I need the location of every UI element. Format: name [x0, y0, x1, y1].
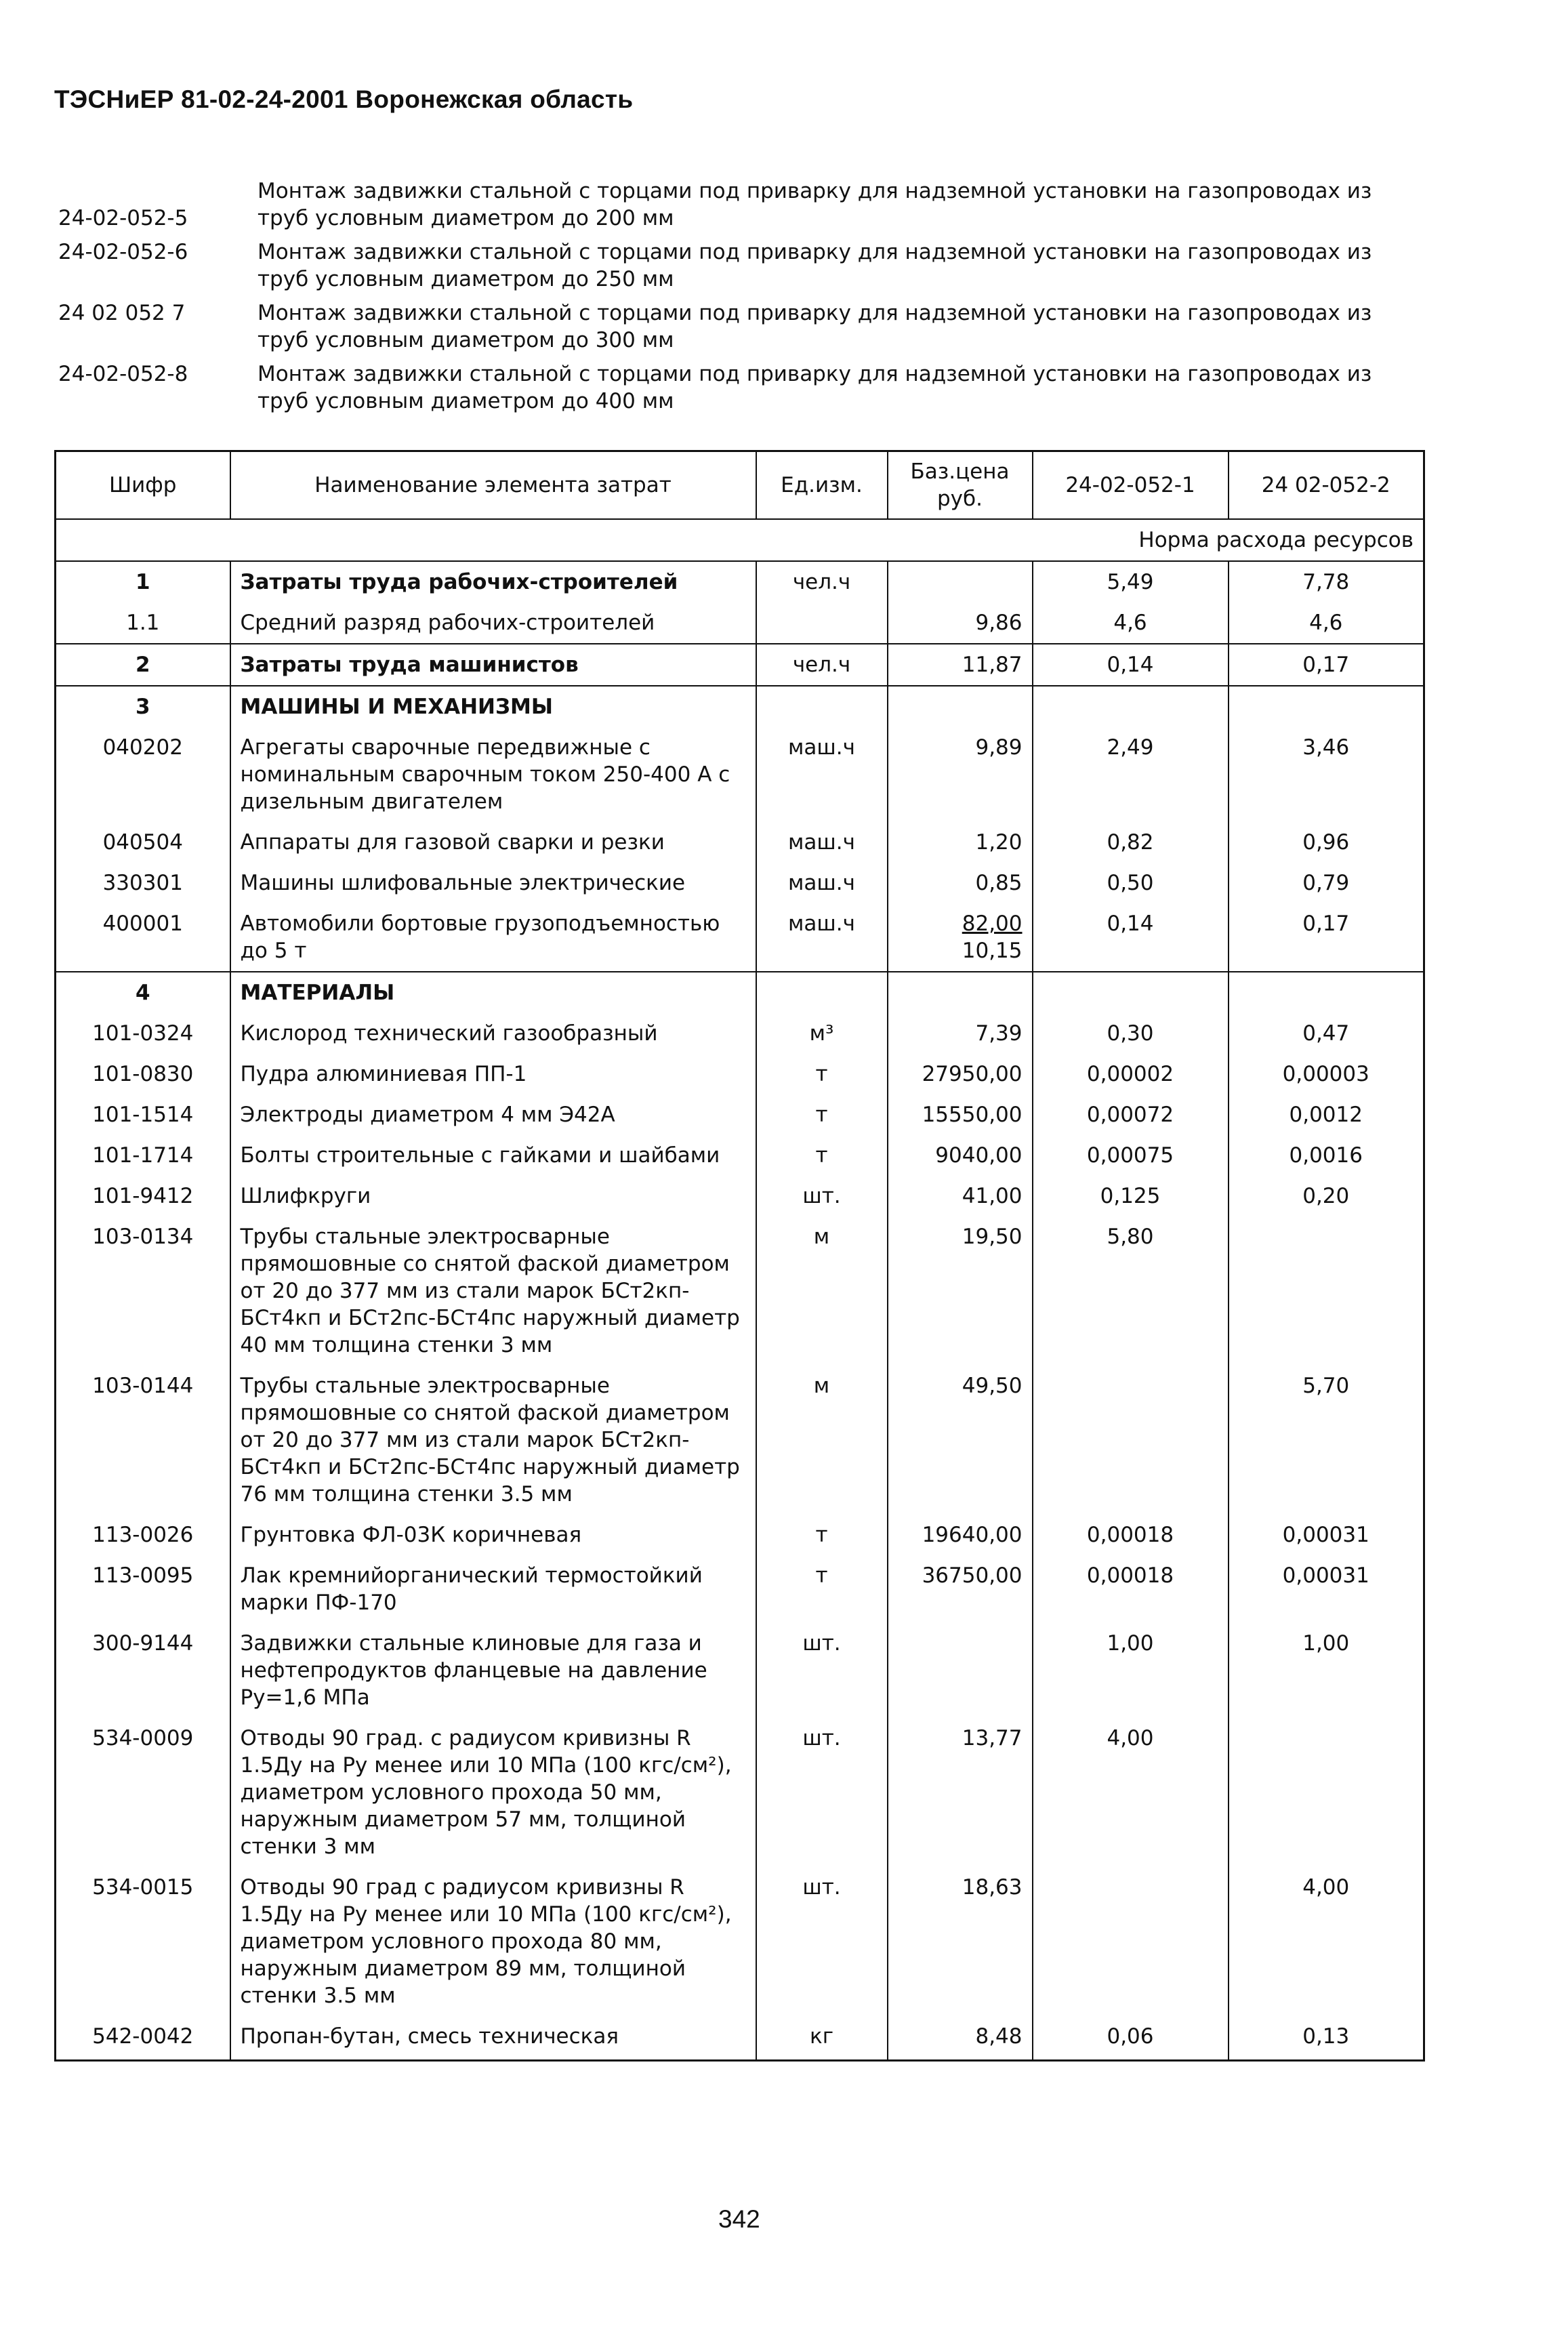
- cell-name: Агрегаты сварочные передвижные с номинальным сварочным током 250-400 А с дизельным двигателем: [230, 727, 756, 822]
- cell-code: 101-1514: [56, 1094, 230, 1135]
- cell-name: Пропан-бутан, смесь техническая: [230, 2016, 756, 2061]
- cell-code: 534-0015: [56, 1867, 230, 2016]
- cell-norm-b: [1229, 686, 1424, 727]
- cell-code: 4: [56, 972, 230, 1013]
- cell-norm-a: 0,14: [1033, 644, 1229, 686]
- intro-description: Монтаж задвижки стальной с торцами под приварку для надземной установки на газопроводах из труб условным диаметром до 250 мм: [257, 240, 1372, 291]
- table-row: [56, 2016, 1424, 2061]
- cell-price: 19,50: [888, 1216, 1033, 1366]
- intro-code-text: 24-02-052-6: [58, 240, 188, 264]
- cell-name: Шлифкруги: [230, 1176, 756, 1216]
- cell-norm-b: 0,79: [1229, 863, 1424, 903]
- cell-norm-a: 0,82: [1033, 822, 1229, 863]
- cell-price: [888, 1623, 1033, 1718]
- table-row: [56, 1135, 1424, 1176]
- cell-code: 1.1: [56, 602, 230, 644]
- table-row: [56, 1515, 1424, 1555]
- cell-norm-a: 0,00018: [1033, 1555, 1229, 1623]
- cell-norm-a: 0,00072: [1033, 1094, 1229, 1135]
- cell-norm-b: 4,00: [1229, 1867, 1424, 2016]
- cell-norm-b: 0,47: [1229, 1013, 1424, 1054]
- cell-price: 1,20: [888, 822, 1033, 863]
- table-row: [56, 863, 1424, 903]
- intro-item: [58, 361, 1414, 415]
- table-row: [56, 822, 1424, 863]
- cell-code: 330301: [56, 863, 230, 903]
- cell-price: 19640,00: [888, 1515, 1033, 1555]
- cell-code: 113-0026: [56, 1515, 230, 1555]
- cell-unit: т: [756, 1094, 888, 1135]
- price-value-secondary: 10,15: [962, 939, 1023, 963]
- cell-norm-b: 0,13: [1229, 2016, 1424, 2061]
- cell-price: 18,63: [888, 1867, 1033, 2016]
- norm-band-label: Норма расхода ресурсов: [56, 519, 1424, 561]
- cell-unit: чел.ч: [756, 644, 888, 686]
- cell-unit: м: [756, 1216, 888, 1366]
- cell-price: [888, 972, 1033, 1013]
- cell-norm-b: 7,78: [1229, 561, 1424, 602]
- cell-unit: т: [756, 1555, 888, 1623]
- header-col-a: 24-02-052-1: [1033, 451, 1229, 520]
- cell-unit: т: [756, 1515, 888, 1555]
- header-col-b: 24 02-052-2: [1229, 451, 1424, 520]
- intro-list: [58, 178, 1414, 422]
- cell-name: Отводы 90 град с радиусом кривизны R 1.5Ду на Ру менее или 10 МПа (100 кгс/см²), диаметром условного прохода 80 мм, наружным диаметром 89 мм, толщиной стенки 3.5 мм: [230, 1867, 756, 2016]
- table-row: [56, 903, 1424, 972]
- cell-code: 3: [56, 686, 230, 727]
- intro-description: Монтаж задвижки стальной с торцами под приварку для надземной установки на газопроводах из труб условным диаметром до 400 мм: [257, 362, 1372, 413]
- cell-code: 103-0144: [56, 1366, 230, 1515]
- cell-name: Лак кремнийорганический термостойкий марки ПФ-170: [230, 1555, 756, 1623]
- cell-name: Трубы стальные электросварные прямошовные со снятой фаской диаметром от 20 до 377 мм из стали марок БСт2кп-БСт4кп и БСт2пс-БСт4пс наружный диаметр 40 мм толщина стенки 3 мм: [230, 1216, 756, 1366]
- cell-unit: маш.ч: [756, 863, 888, 903]
- cell-norm-b: [1229, 972, 1424, 1013]
- cell-unit: т: [756, 1054, 888, 1094]
- cell-norm-b: 5,70: [1229, 1366, 1424, 1515]
- table-row: [56, 1623, 1424, 1718]
- cell-name: Машины шлифовальные электрические: [230, 863, 756, 903]
- table-row: [56, 1054, 1424, 1094]
- cell-price: 49,50: [888, 1366, 1033, 1515]
- cell-price: 41,00: [888, 1176, 1033, 1216]
- page-title: ТЭСНиЕР 81-02-24-2001 Воронежская область: [54, 85, 634, 113]
- intro-code: [58, 239, 257, 293]
- cell-norm-b: 0,17: [1229, 644, 1424, 686]
- header-code: Шифр: [56, 451, 230, 520]
- cell-norm-a: [1033, 1867, 1229, 2016]
- cell-name: Пудра алюминиевая ПП-1: [230, 1054, 756, 1094]
- cell-norm-a: 5,49: [1033, 561, 1229, 602]
- cell-code: 400001: [56, 903, 230, 972]
- cell-price: 13,77: [888, 1718, 1033, 1867]
- cell-name: Автомобили бортовые грузоподъемностью до 5 т: [230, 903, 756, 972]
- cell-unit: шт.: [756, 1176, 888, 1216]
- cell-unit: маш.ч: [756, 822, 888, 863]
- cell-price: [888, 903, 1033, 972]
- cell-unit: маш.ч: [756, 727, 888, 822]
- cell-name: Аппараты для газовой сварки и резки: [230, 822, 756, 863]
- cell-code: 101-1714: [56, 1135, 230, 1176]
- cell-price: 8,48: [888, 2016, 1033, 2061]
- table-row: [56, 686, 1424, 727]
- cell-norm-a: 0,125: [1033, 1176, 1229, 1216]
- cell-norm-b: 0,17: [1229, 903, 1424, 972]
- header-unit: Ед.изм.: [756, 451, 888, 520]
- cell-norm-a: 0,30: [1033, 1013, 1229, 1054]
- intro-description: Монтаж задвижки стальной с торцами под приварку для надземной установки на газопроводах из труб условным диаметром до 300 мм: [257, 301, 1372, 352]
- table-row: [56, 1013, 1424, 1054]
- cell-unit: шт.: [756, 1623, 888, 1718]
- table-row: [56, 1094, 1424, 1135]
- header-price: Баз.цена руб.: [888, 451, 1033, 520]
- cell-name: Трубы стальные электросварные прямошовные со снятой фаской диаметром от 20 до 377 мм из стали марок БСт2кп-БСт4кп и БСт2пс-БСт4пс наружный диаметр 76 мм толщина стенки 3.5 мм: [230, 1366, 756, 1515]
- cell-norm-a: 4,6: [1033, 602, 1229, 644]
- cell-code: 542-0042: [56, 2016, 230, 2061]
- norms-table: [54, 450, 1425, 2062]
- price-value: 82,00: [962, 911, 1023, 936]
- cell-norm-b: 0,00003: [1229, 1054, 1424, 1094]
- cell-norm-b: 0,96: [1229, 822, 1424, 863]
- cell-unit: [756, 602, 888, 644]
- cell-name: Электроды диаметром 4 мм Э42А: [230, 1094, 756, 1135]
- cell-price: 9,89: [888, 727, 1033, 822]
- cell-code: 040504: [56, 822, 230, 863]
- cell-norm-b: 3,46: [1229, 727, 1424, 822]
- cell-norm-b: 0,0016: [1229, 1135, 1424, 1176]
- cell-code: 101-9412: [56, 1176, 230, 1216]
- cell-name: Затраты труда рабочих-строителей: [230, 561, 756, 602]
- cell-norm-a: 2,49: [1033, 727, 1229, 822]
- cell-name: Грунтовка ФЛ-03К коричневая: [230, 1515, 756, 1555]
- cell-code: 040202: [56, 727, 230, 822]
- cell-unit: м: [756, 1366, 888, 1515]
- cell-name: Затраты труда машинистов: [230, 644, 756, 686]
- table-row: [56, 1176, 1424, 1216]
- cell-price: 0,85: [888, 863, 1033, 903]
- cell-code: 101-0830: [56, 1054, 230, 1094]
- cell-price: 27950,00: [888, 1054, 1033, 1094]
- intro-item: [58, 239, 1414, 293]
- table-row: [56, 1555, 1424, 1623]
- cell-unit: шт.: [756, 1718, 888, 1867]
- intro-code: [58, 361, 257, 415]
- cell-norm-a: 5,80: [1033, 1216, 1229, 1366]
- cell-unit: чел.ч: [756, 561, 888, 602]
- cell-unit: [756, 972, 888, 1013]
- intro-code-text: 24 02 052 7: [58, 301, 186, 325]
- cell-norm-b: 0,20: [1229, 1176, 1424, 1216]
- table-row: [56, 727, 1424, 822]
- table-row: [56, 1867, 1424, 2016]
- cell-code: 113-0095: [56, 1555, 230, 1623]
- table-row: [56, 1366, 1424, 1515]
- cell-norm-a: 4,00: [1033, 1718, 1229, 1867]
- cell-name: МАШИНЫ И МЕХАНИЗМЫ: [230, 686, 756, 727]
- cell-norm-a: 1,00: [1033, 1623, 1229, 1718]
- cell-norm-a: 0,06: [1033, 2016, 1229, 2061]
- cell-unit: м³: [756, 1013, 888, 1054]
- table-row: [56, 1718, 1424, 1867]
- cell-name: Средний разряд рабочих-строителей: [230, 602, 756, 644]
- cell-unit: [756, 686, 888, 727]
- cell-norm-a: 0,14: [1033, 903, 1229, 972]
- intro-description: Монтаж задвижки стальной с торцами под приварку для надземной установки на газопроводах из труб условным диаметром до 200 мм: [257, 179, 1372, 230]
- cell-norm-b: [1229, 1216, 1424, 1366]
- cell-norm-a: [1033, 686, 1229, 727]
- header-name: Наименование элемента затрат: [230, 451, 756, 520]
- cell-name: Болты строительные с гайками и шайбами: [230, 1135, 756, 1176]
- cell-norm-b: 0,00031: [1229, 1515, 1424, 1555]
- table-row: [56, 1216, 1424, 1366]
- intro-item: [58, 178, 1414, 232]
- intro-code-text: 24-02-052-5: [58, 206, 188, 230]
- cell-name: Кислород технический газообразный: [230, 1013, 756, 1054]
- cell-norm-b: 0,00031: [1229, 1555, 1424, 1623]
- cell-unit: шт.: [756, 1867, 888, 2016]
- cell-code: 103-0134: [56, 1216, 230, 1366]
- page-number: 342: [718, 2205, 760, 2233]
- cell-name: МАТЕРИАЛЫ: [230, 972, 756, 1013]
- cell-norm-b: [1229, 1718, 1424, 1867]
- cell-code: 101-0324: [56, 1013, 230, 1054]
- cell-price: [888, 561, 1033, 602]
- cell-price: 9040,00: [888, 1135, 1033, 1176]
- cell-code: 534-0009: [56, 1718, 230, 1867]
- table-row: [56, 972, 1424, 1013]
- cell-norm-a: 0,00002: [1033, 1054, 1229, 1094]
- cell-unit: т: [756, 1135, 888, 1176]
- cell-code: 2: [56, 644, 230, 686]
- cell-price: 36750,00: [888, 1555, 1033, 1623]
- cell-price: 7,39: [888, 1013, 1033, 1054]
- table-row: [56, 561, 1424, 602]
- cell-name: Задвижки стальные клиновые для газа и нефтепродуктов фланцевые на давление Ру=1,6 МПа: [230, 1623, 756, 1718]
- cell-price: 15550,00: [888, 1094, 1033, 1135]
- cell-price: 11,87: [888, 644, 1033, 686]
- cell-norm-b: 1,00: [1229, 1623, 1424, 1718]
- cell-name: Отводы 90 град. с радиусом кривизны R 1.5Ду на Ру менее или 10 МПа (100 кгс/см²), диаметром условного прохода 50 мм, наружным диаметром 57 мм, толщиной стенки 3 мм: [230, 1718, 756, 1867]
- cell-norm-b: 0,0012: [1229, 1094, 1424, 1135]
- intro-code: [58, 178, 257, 232]
- cell-norm-a: [1033, 1366, 1229, 1515]
- cell-price: [888, 686, 1033, 727]
- cell-code: 1: [56, 561, 230, 602]
- cell-code: 300-9144: [56, 1623, 230, 1718]
- table-row: [56, 602, 1424, 644]
- cell-norm-a: 0,00075: [1033, 1135, 1229, 1176]
- cell-norm-b: 4,6: [1229, 602, 1424, 644]
- cell-price: 9,86: [888, 602, 1033, 644]
- cell-unit: маш.ч: [756, 903, 888, 972]
- table-row: [56, 644, 1424, 686]
- intro-item: [58, 300, 1414, 354]
- intro-code-text: 24-02-052-8: [58, 362, 188, 386]
- cell-unit: кг: [756, 2016, 888, 2061]
- norm-band-row: [56, 519, 1424, 561]
- cell-norm-a: [1033, 972, 1229, 1013]
- table-header-row: [56, 451, 1424, 520]
- cell-norm-a: 0,50: [1033, 863, 1229, 903]
- cell-norm-a: 0,00018: [1033, 1515, 1229, 1555]
- intro-code: [58, 300, 257, 354]
